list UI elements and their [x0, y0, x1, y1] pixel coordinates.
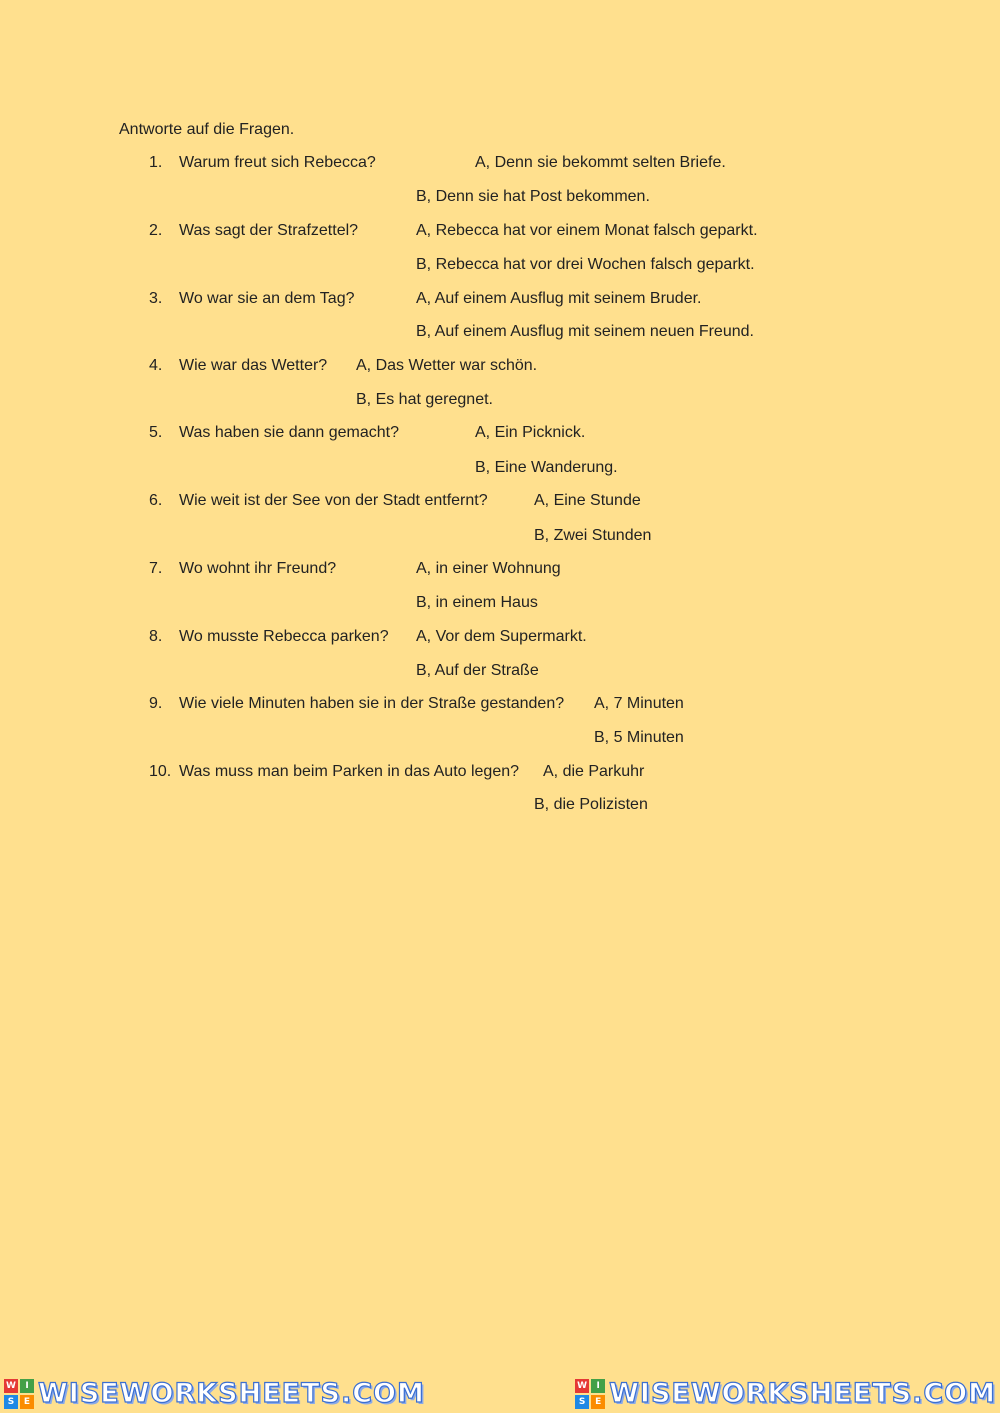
answer-option-b: B, Auf einem Ausflug mit seinem neuen Freund.: [416, 323, 754, 340]
question-text: Wie weit ist der See von der Stadt entfernt?: [179, 492, 488, 509]
brand-logo-icon: [4, 1379, 34, 1409]
answer-option-a: A, Das Wetter war schön.: [356, 357, 538, 374]
logo-cell: I: [591, 1379, 605, 1393]
answer-option-a: A, Eine Stunde: [534, 492, 641, 509]
logo-cell: E: [591, 1395, 605, 1409]
answer-option-b: B, Eine Wanderung.: [475, 459, 618, 476]
question-text: Was haben sie dann gemacht?: [179, 424, 399, 441]
question-number: 3.: [149, 290, 163, 307]
answer-option-b: B, Denn sie hat Post bekommen.: [416, 188, 650, 205]
answer-option-b: B, 5 Minuten: [594, 729, 684, 746]
brand-text: WISEWORKSHEETS.COM: [38, 1378, 425, 1409]
answer-option-a: A, Ein Picknick.: [475, 424, 586, 441]
logo-cell: S: [4, 1395, 18, 1409]
answer-option-a: A, in einer Wohnung: [416, 560, 561, 577]
question-number: 7.: [149, 560, 163, 577]
question-text: Wo musste Rebecca parken?: [179, 628, 389, 645]
answer-option-a: A, Vor dem Supermarkt.: [416, 628, 587, 645]
brand-text: WISEWORKSHEETS.COM: [609, 1378, 996, 1409]
logo-cell: I: [20, 1379, 34, 1393]
brand-logo-icon: [575, 1379, 605, 1409]
answer-option-a: A, Auf einem Ausflug mit seinem Bruder.: [416, 290, 702, 307]
question-number: 5.: [149, 424, 163, 441]
answer-option-b: B, die Polizisten: [534, 796, 648, 813]
answer-option-a: A, Rebecca hat vor einem Monat falsch geparkt.: [416, 222, 758, 239]
brand-left: [4, 1378, 425, 1409]
question-text: Was muss man beim Parken in das Auto legen?: [179, 763, 520, 780]
brand-right: [575, 1378, 996, 1409]
answer-option-a: A, die Parkuhr: [543, 763, 645, 780]
question-text: Wo war sie an dem Tag?: [179, 290, 355, 307]
worksheet-heading: Antworte auf die Fragen.: [119, 121, 295, 138]
question-text: Wo wohnt ihr Freund?: [179, 560, 337, 577]
logo-cell: W: [575, 1379, 589, 1393]
footer-watermark: [0, 1374, 1000, 1413]
question-text: Wie viele Minuten haben sie in der Straße gestanden?: [179, 695, 565, 712]
answer-option-b: B, Rebecca hat vor drei Wochen falsch geparkt.: [416, 256, 755, 273]
question-number: 1.: [149, 154, 163, 171]
question-text: Was sagt der Strafzettel?: [179, 222, 359, 239]
question-number: 4.: [149, 357, 163, 374]
answer-option-b: B, in einem Haus: [416, 594, 538, 611]
answer-option-a: A, Denn sie bekommt selten Briefe.: [475, 154, 726, 171]
answer-option-b: B, Es hat geregnet.: [356, 391, 493, 408]
question-number: 8.: [149, 628, 163, 645]
answer-option-b: B, Zwei Stunden: [534, 527, 652, 544]
question-number: 9.: [149, 695, 163, 712]
question-text: Wie war das Wetter?: [179, 357, 328, 374]
answer-option-a: A, 7 Minuten: [594, 695, 684, 712]
logo-cell: W: [4, 1379, 18, 1393]
logo-cell: E: [20, 1395, 34, 1409]
question-number: 2.: [149, 222, 163, 239]
question-text: Warum freut sich Rebecca?: [179, 154, 376, 171]
answer-option-b: B, Auf der Straße: [416, 662, 539, 679]
logo-cell: S: [575, 1395, 589, 1409]
question-number: 10.: [149, 763, 172, 780]
question-number: 6.: [149, 492, 163, 509]
